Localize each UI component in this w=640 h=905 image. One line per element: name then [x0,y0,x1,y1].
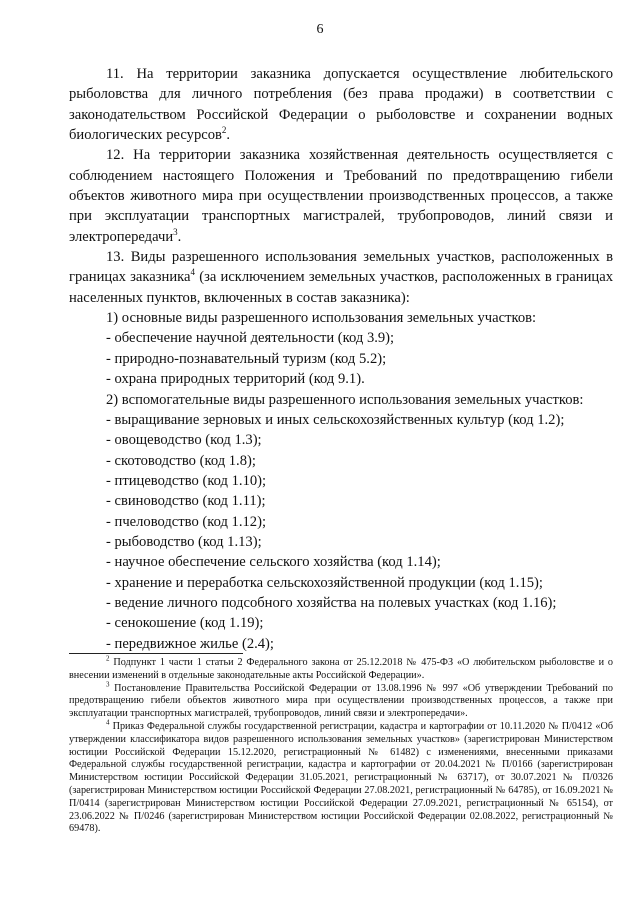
list-item: - пчеловодство (код 1.12); [106,513,267,530]
list-item: - научное обеспечение сельского хозяйства (код 1.14); [106,554,441,571]
list-item: 1) основные виды разрешенного использования земельных участков: [106,310,537,327]
list-item: - скотоводство (код 1.8); [106,452,256,469]
list-item: - природно-познавательный туризм (код 5.2); [106,350,387,367]
list-item: 2) вспомогательные виды разрешенного использования земельных участков: [106,391,584,408]
footnote-separator [69,653,243,654]
footnote-2: $^2$ Подпункт 1 части 1 статьи 2 Федерального закона от 25.12.2018 № 475-ФЗ «О любительском рыболовстве и о внесении изменений в отдельные законодательные акты Российской Федерации». [69,654,613,681]
list-item: - хранение и переработка сельскохозяйственной продукции (код 1.15); [106,574,543,591]
list-item: - выращивание зерновых и иных сельскохозяйственных культур (код 1.2); [106,411,565,428]
footnote-4: $^4$ Приказ Федеральной службы государственной регистрации, кадастра и картографии от 10.11.2020 № П/0412 «Об утверждении классификатора видов разрешенного использования земельных участков» (зарегистрирован Министерством юстиции Российской Федерации 15.12.2020, регистрационный № 61482) с изменениями, внесенными приказами Федеральной службы государственной регистрации, кадастра и картографии от 20.04.2021 № П/0166 (зарегистрирован Министерством юстиции Российской Федерации 31.05.2021, регистрационный № 63717), от 30.07.2021 № П/0326 (зарегистрирован Министерством юстиции Российской Федерации 27.08.2021, регистрационный № 64785), от 16.09.2021 № П/0414 (зарегистрирован Министерством юстиции Российской Федерации 27.09.2021, регистрационный № 65154), от 23.06.2022 № П/0246 (зарегистрирован Министерством юстиции Российской Федерации 02.08.2022, регистрационный № 69478). [69,718,613,835]
list-item: - обеспечение научной деятельности (код 3.9); [106,330,395,347]
list-item: - овощеводство (код 1.3); [106,432,262,449]
footnote-ref-4: 4 [190,267,195,278]
list-item: - рыбоводство (код 1.13); [106,533,262,550]
document-body [69,64,613,654]
page-number: 6 [316,22,324,37]
list-item: - ведение личного подсобного хозяйства на полевых участках (код 1.16); [106,594,557,611]
footnote-3: $^3$ Постановление Правительства Российской Федерации от 13.08.1996 № 997 «Об утверждении Требований по предотвращению гибели объектов животного мира при осуществлении производственных процессов, а также при эксплуатации транспортных магистралей, трубопроводов, линий связи и электропередачи». [69,680,613,720]
paragraph-12: 12. На территории заказника хозяйственная деятельность осуществляется с соблюдением настоящего Положения и Требований по предотвращению гибели объектов животного мира при осуществлении производственных процессов, а также при эксплуатации транспортных магистралей, трубопроводов, линий связи и электропередачи$^3$. [69,147,613,245]
list-item: - свиноводство (код 1.11); [106,493,266,510]
paragraph-13: 13. Виды разрешенного использования земельных участков, расположенных в границах заказника$^4$ (за исключением земельных участков, расположенных в границах населенных пунктов, включенных в состав заказника): [69,249,613,306]
footnote-ref-2: 2 [221,125,227,136]
footnotes [69,654,613,836]
footnote-ref-3: 3 [173,226,178,237]
list-item: - птицеводство (код 1.10); [106,472,267,489]
list-item: - сенокошение (код 1.19); [106,615,264,632]
paragraph-11: 11. На территории заказника допускается осуществление любительского рыболовства для личного потребления (без права продажи) в соответствии с законодательством Российской Федерации о рыболовстве и сохранении водных биологических ресурсов$^2$. [69,66,613,144]
list-item: - передвижное жилье (2.4); [106,635,274,652]
list-item: - охрана природных территорий (код 9.1). [106,371,365,388]
